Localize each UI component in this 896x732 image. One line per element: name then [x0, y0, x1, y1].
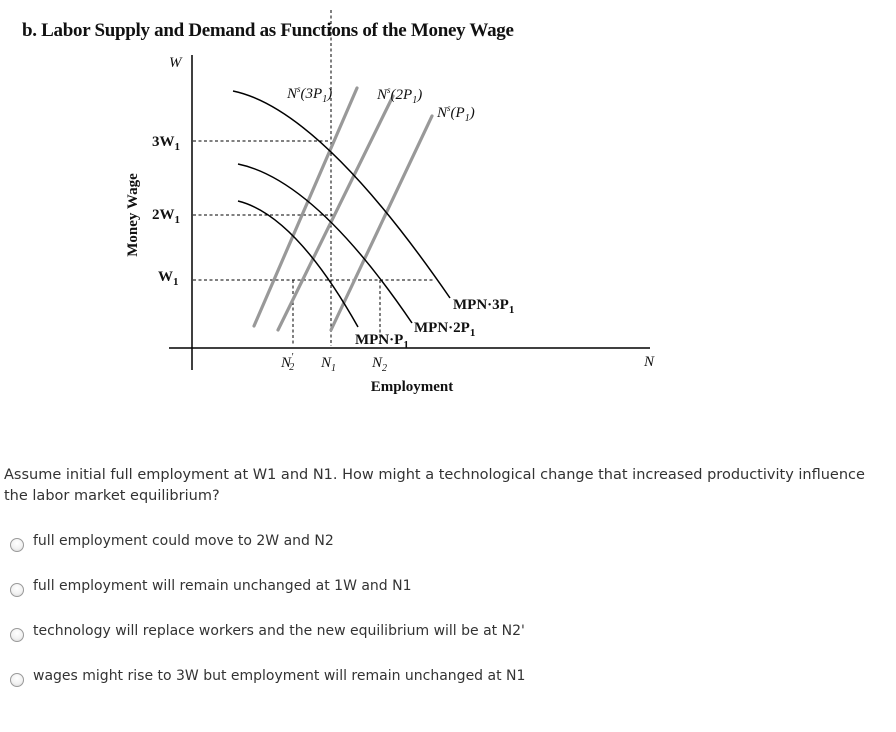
radio-button[interactable] [10, 673, 24, 687]
answer-option-label: full employment could move to 2W and N2 [33, 533, 334, 549]
figure-title: b. Labor Supply and Demand as Functions of the Money Wage [22, 20, 514, 41]
demand-label-mpn-3p1: $MPN\cdot 3P_1$ [453, 297, 515, 316]
supply-curves [254, 88, 432, 330]
x-axis-name: Employment [370, 379, 454, 395]
answer-option-label: full employment will remain unchanged at 1W and N1 [33, 578, 412, 594]
answer-option-1[interactable] [10, 528, 880, 573]
employment-label-n2-prime: N′ 2 [281, 352, 295, 373]
wage-label-w1: $W_1$ [158, 269, 179, 288]
question-text: Assume initial full employment at W1 and N1. How might a technological change that increased productivity influence the labor market equilibrium? [4, 467, 865, 504]
supply-label-p1: $N^s(P_1)$ [437, 103, 475, 124]
supply-curve-3p1 [254, 88, 357, 326]
answer-option-3[interactable] [10, 618, 880, 663]
radio-button[interactable] [10, 538, 24, 552]
radio-button[interactable] [10, 628, 24, 642]
y-axis-name: Money Wage [125, 173, 141, 257]
answer-option-2[interactable] [10, 573, 880, 618]
supply-label-2p1: $N^s(2P_1)$ [377, 85, 423, 106]
answer-option-label: wages might rise to 3W but employment will remain unchanged at N1 [33, 668, 526, 684]
wage-label-2w1: $2W_1$ [152, 207, 180, 226]
guide-lines [193, 10, 435, 346]
x-axis-letter: N [644, 354, 655, 370]
supply-curve-p1 [331, 116, 432, 330]
employment-label-n1: $N_1$ [321, 355, 337, 374]
employment-label-n2: $N_2$ [372, 355, 388, 374]
answer-option-label: technology will replace workers and the new equilibrium will be at N2' [33, 623, 525, 639]
radio-button[interactable] [10, 583, 24, 597]
answer-choices [10, 528, 880, 708]
demand-label-mpn-p1: $MPN\cdot P_1$ [355, 332, 409, 351]
y-axis-letter: W [169, 55, 182, 71]
answer-option-4[interactable] [10, 663, 880, 708]
supply-curve-2p1 [278, 96, 393, 330]
wage-label-3w1: $3W_1$ [152, 134, 180, 153]
demand-label-mpn-2p1: $MPN\cdot 2P_1$ [414, 320, 476, 339]
supply-label-3p1: $N^s(3P_1)$ [287, 84, 333, 105]
